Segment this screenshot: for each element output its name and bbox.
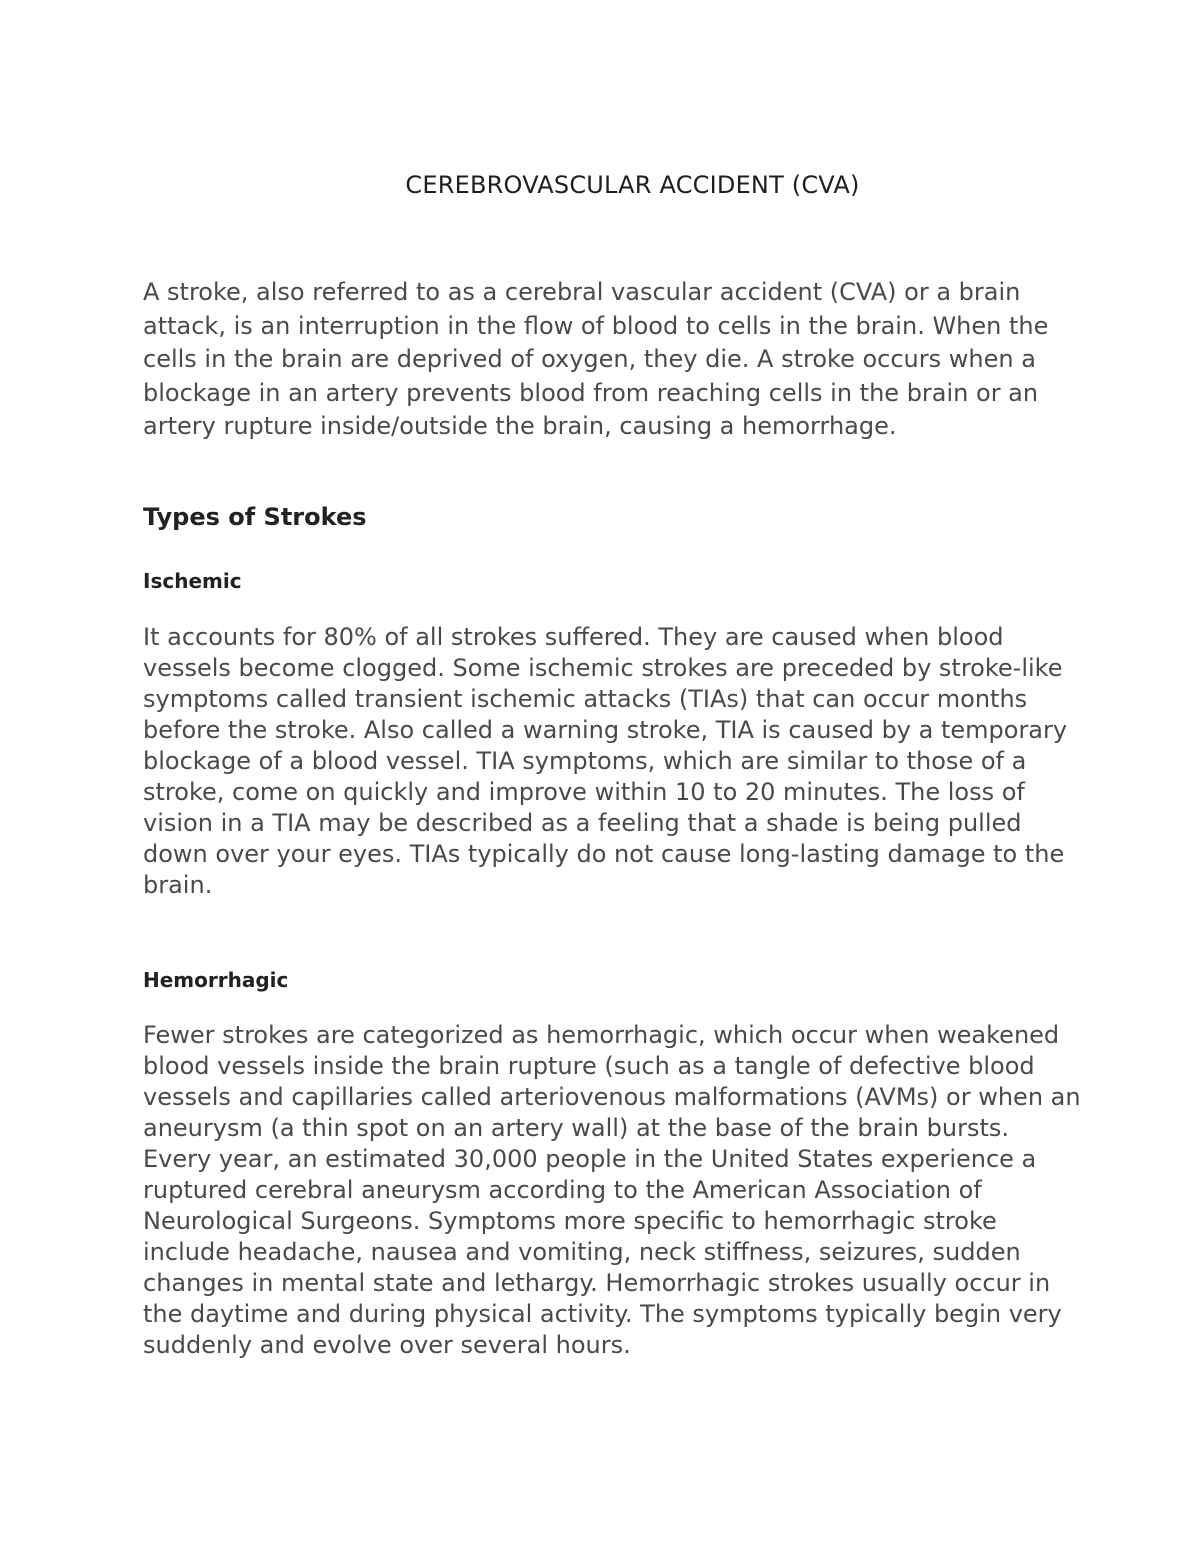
intro-paragraph: A stroke, also referred to as a cerebral vascular accident (CVA) or a brain attack, is an interruption in the flow of blood to cells in the brain. When the cells in the brain are deprived of oxygen, they die. A stroke occurs when a blockage in an artery prevents blood from reaching cells in the brain or an artery rupture inside/outside the brain, causing a hemorrhage. bbox=[143, 278, 1049, 440]
document-title: CEREBROVASCULAR ACCIDENT (CVA) bbox=[405, 171, 860, 199]
ischemic-paragraph: It accounts for 80% of all strokes suffered. They are caused when blood vessels become clogged. Some ischemic strokes are preceded by stroke-like symptoms called transient ischemic attacks (TIAs) that can occur months before the stroke. Also called a warning stroke, TIA is caused by a temporary blockage of a blood vessel. TIA symptoms, which are similar to those of a stroke, come on quickly and improve within 10 to 20 minutes. The loss of vision in a TIA may be described as a feeling that a shade is being pulled down over your eyes. TIAs typically do not cause long-lasting damage to the brain. bbox=[143, 623, 1068, 899]
hemorrhagic-heading: Hemorrhagic bbox=[143, 968, 289, 992]
types-of-strokes-heading: Types of Strokes bbox=[143, 503, 367, 531]
hemorrhagic-paragraph: Fewer strokes are categorized as hemorrhagic, which occur when weakened blood vessels inside the brain rupture (such as a tangle of defective blood vessels and capillaries called arteriovenous malformations (AVMs) or when an aneurysm (a thin spot on an artery wall) at the base of the brain bursts. Every year, an estimated 30,000 people in the United States experience a ruptured cerebral aneurysm according to the American Association of Neurological Surgeons. Symptoms more specific to hemorrhagic stroke include headache, nausea and vomiting, neck stiffness, seizures, sudden changes in mental state and lethargy. Hemorrhagic strokes usually occur in the daytime and during physical activity. The symptoms typically begin very suddenly and evolve over several hours. bbox=[143, 1021, 1081, 1359]
ischemic-heading: Ischemic bbox=[143, 569, 242, 593]
